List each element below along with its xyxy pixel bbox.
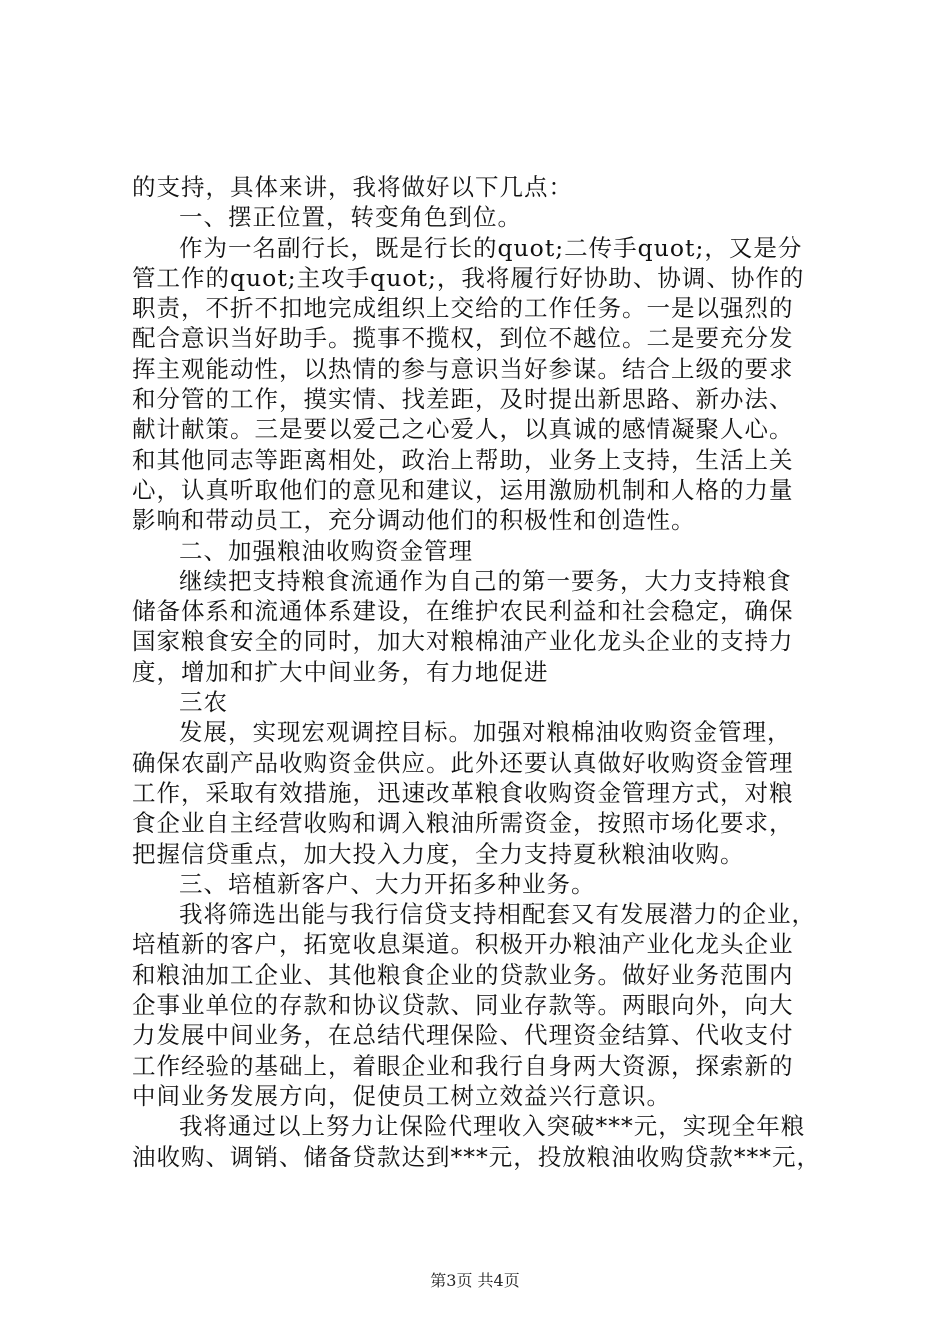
section-heading: 三、培植新客户、大力开拓多种业务。 bbox=[179, 869, 596, 898]
text-line: 把握信贷重点，加大投入力度，全力支持夏秋粮油收购。 bbox=[132, 839, 745, 868]
text-line: 和分管的工作，摸实情、找差距，及时提出新思路、新办法、 bbox=[132, 385, 794, 414]
text-line: 心，认真听取他们的意见和建议，运用激励机制和人格的力量 bbox=[132, 475, 794, 504]
text-line: 献计献策。三是要以爱己之心爱人，以真诚的感情凝聚人心。 bbox=[132, 415, 794, 444]
section-heading: 二、加强粮油收购资金管理 bbox=[179, 536, 473, 565]
paragraph-start: 发展，实现宏观调控目标。加强对粮棉油收购资金管理， bbox=[179, 718, 792, 747]
paragraph-start: 继续把支持粮食流通作为自己的第一要务，大力支持粮食 bbox=[179, 566, 792, 595]
text-line: 影响和带动员工，充分调动他们的积极性和创造性。 bbox=[132, 506, 696, 535]
text-line: 国家粮食安全的同时，加大对粮棉油产业化龙头企业的支持力 bbox=[132, 627, 794, 656]
text-line: 三农 bbox=[179, 688, 228, 717]
text-line: 食企业自主经营收购和调入粮油所需资金，按照市场化要求， bbox=[132, 809, 794, 838]
text-line: 挥主观能动性，以热情的参与意识当好参谋。结合上级的要求 bbox=[132, 354, 794, 383]
text-line: 培植新的客户，拓宽收息渠道。积极开办粮油产业化龙头企业 bbox=[132, 930, 794, 959]
text-line: 的支持，具体来讲，我将做好以下几点： bbox=[132, 173, 573, 201]
paragraph-start: 我将筛选出能与我行信贷支持相配套又有发展潜力的企业， bbox=[179, 900, 816, 929]
section-heading: 一、摆正位置，转变角色到位。 bbox=[179, 203, 522, 232]
text-line: 储备体系和流通体系建设，在维护农民利益和社会稳定，确保 bbox=[132, 597, 794, 626]
text-line: 管工作的quot;主攻手quot;，我将履行好协助、协调、协作的 bbox=[132, 263, 805, 292]
text-line: 职责，不折不扣地完成组织上交给的工作任务。一是以强烈的 bbox=[132, 294, 794, 323]
text-line: 工作，采取有效措施，迅速改革粮食收购资金管理方式，对粮 bbox=[132, 778, 794, 807]
text-line: 工作经验的基础上，着眼企业和我行自身两大资源，探索新的 bbox=[132, 1051, 794, 1080]
document-body bbox=[132, 172, 832, 1172]
text-line: 确保农副产品收购资金供应。此外还要认真做好收购资金管理 bbox=[132, 748, 794, 777]
page-number-footer: 第3页 共4页 bbox=[430, 1271, 520, 1290]
text-line: 力发展中间业务，在总结代理保险、代理资金结算、代收支付 bbox=[132, 1021, 794, 1050]
text-line: 和粮油加工企业、其他粮食企业的贷款业务。做好业务范围内 bbox=[132, 960, 794, 989]
text-line: 度，增加和扩大中间业务，有力地促进 bbox=[132, 657, 549, 686]
paragraph-start: 我将通过以上努力让保险代理收入突破***元，实现全年粮 bbox=[179, 1112, 806, 1141]
text-line: 企事业单位的存款和协议贷款、同业存款等。两眼向外，向大 bbox=[132, 991, 794, 1020]
text-line: 中间业务发展方向，促使员工树立效益兴行意识。 bbox=[132, 1081, 671, 1110]
text-line: 油收购、调销、储备贷款达到***元，投放粮油收购贷款***元， bbox=[132, 1142, 821, 1171]
text-line: 和其他同志等距离相处，政治上帮助，业务上支持，生活上关 bbox=[132, 445, 794, 474]
text-line: 配合意识当好助手。揽事不揽权，到位不越位。二是要充分发 bbox=[132, 324, 794, 353]
paragraph-start: 作为一名副行长，既是行长的quot;二传手quot;，又是分 bbox=[179, 233, 803, 262]
